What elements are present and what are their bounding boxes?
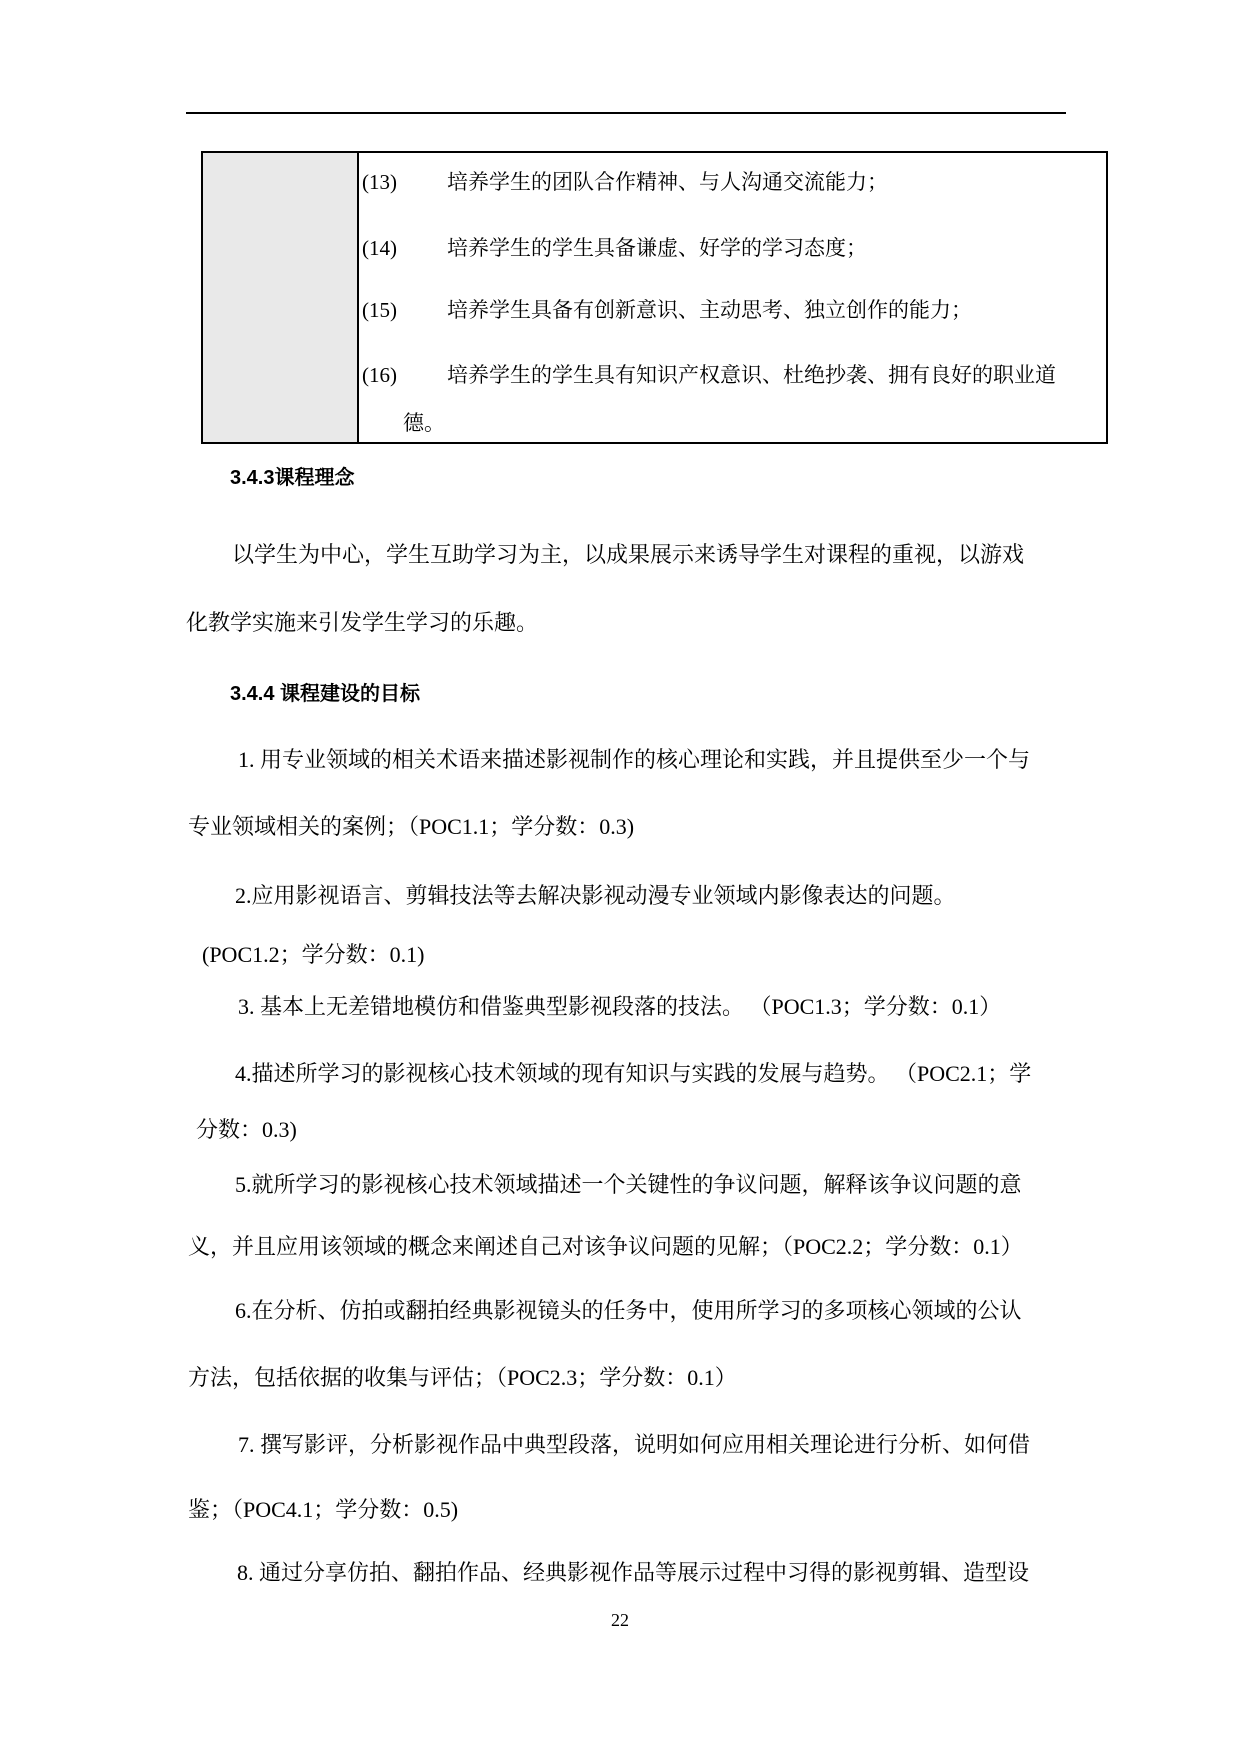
- heading-3-4-3: 3.4.3课程理念: [230, 467, 355, 489]
- body-line: 8. 通过分享仿拍、翻拍作品、经典影视作品等展示过程中习得的影视剪辑、造型设: [237, 1560, 1030, 1585]
- header-rule: [186, 112, 1066, 114]
- table-row: [362, 233, 1102, 263]
- body-line: 4.描述所学习的影视核心技术领域的现有知识与实践的发展与趋势。 （POC2.1；学: [235, 1061, 1032, 1086]
- item-number: (16): [362, 363, 397, 387]
- body-line: 方法，包括依据的收集与评估；（POC2.3；学分数：0.1）: [188, 1365, 737, 1390]
- body-line: 化教学实施来引发学生学习的乐趣。: [186, 610, 539, 635]
- objectives-table: [201, 151, 1108, 444]
- heading-3-4-4: 3.4.4 课程建设的目标: [230, 683, 421, 705]
- body-line: 6.在分析、仿拍或翻拍经典影视镜头的任务中，使用所学习的多项核心领域的公认: [235, 1298, 1022, 1323]
- table-row-continuation: 德。: [403, 411, 445, 435]
- objectives-table-label-cell: [203, 153, 359, 442]
- item-number: (13): [362, 170, 397, 194]
- item-text: 培养学生的学生具有知识产权意识、杜绝抄袭、拥有良好的职业道: [447, 363, 1056, 387]
- body-line: (POC1.2；学分数：0.1): [202, 942, 425, 967]
- item-text: 培养学生具备有创新意识、主动思考、独立创作的能力；: [447, 298, 972, 322]
- body-line: 3. 基本上无差错地模仿和借鉴典型影视段落的技法。 （POC1.3；学分数：0.1）: [238, 994, 1002, 1019]
- item-number: (14): [362, 236, 397, 260]
- body-line: 分数：0.3): [196, 1117, 297, 1142]
- body-line: 2.应用影视语言、剪辑技法等去解决影视动漫专业领域内影像表达的问题。: [235, 883, 956, 908]
- body-line: 5.就所学习的影视核心技术领域描述一个关键性的争议问题，解释该争议问题的意: [235, 1172, 1022, 1197]
- table-row: [362, 167, 1102, 197]
- objectives-table-content-cell: [359, 153, 1106, 442]
- body-line: 1. 用专业领域的相关术语来描述影视制作的核心理论和实践，并且提供至少一个与: [238, 747, 1031, 772]
- item-number: (15): [362, 298, 397, 322]
- table-row: [362, 360, 1102, 390]
- page-number: 22: [611, 1610, 629, 1630]
- body-line: 义，并且应用该领域的概念来阐述自己对该争议问题的见解；（POC2.2；学分数：0.1）: [188, 1234, 1023, 1259]
- body-line: 以学生为中心，学生互助学习为主，以成果展示来诱导学生对课程的重视，以游戏: [232, 542, 1025, 567]
- item-text: 培养学生的学生具备谦虚、好学的学习态度；: [447, 236, 867, 260]
- table-row: [362, 295, 1102, 325]
- body-line: 鉴；（POC4.1；学分数：0.5): [188, 1497, 459, 1522]
- body-line: 7. 撰写影评，分析影视作品中典型段落，说明如何应用相关理论进行分析、如何借: [238, 1432, 1031, 1457]
- body-line: 专业领域相关的案例；（POC1.1；学分数：0.3): [188, 814, 635, 839]
- item-text: 培养学生的团队合作精神、与人沟通交流能力；: [447, 170, 888, 194]
